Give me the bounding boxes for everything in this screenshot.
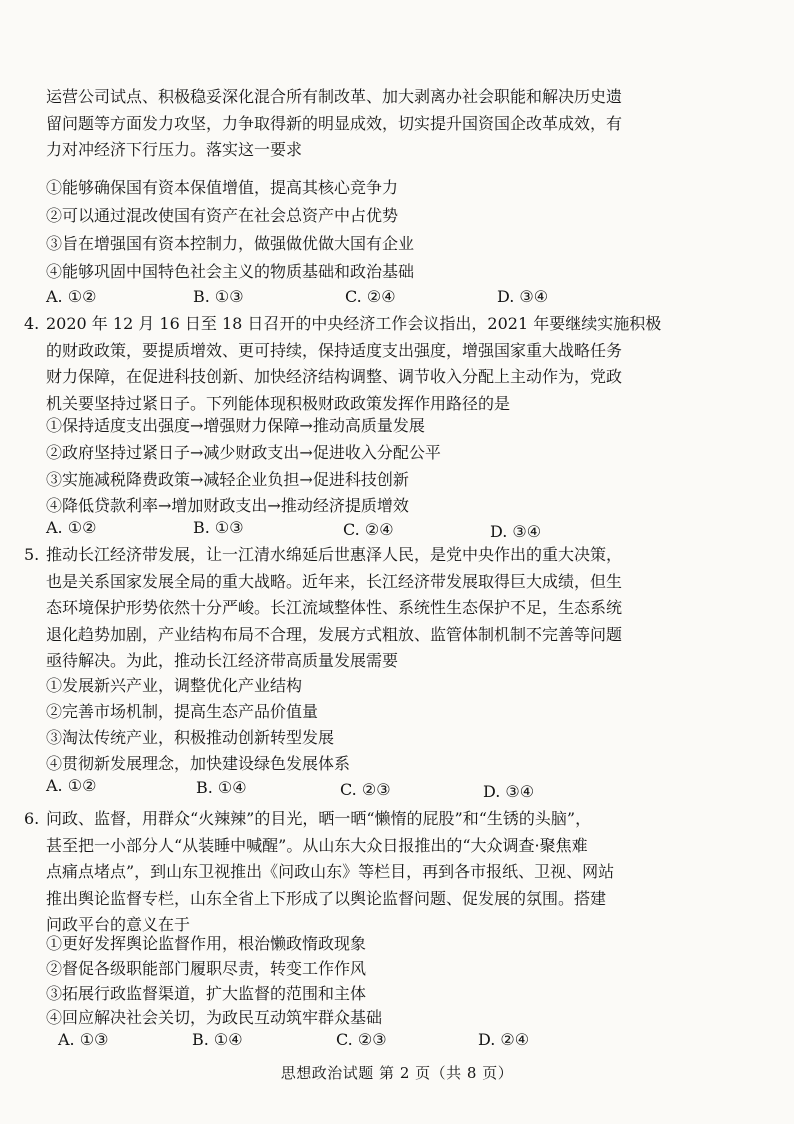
- q5-stem: [24, 542, 754, 675]
- q4-number: 4.: [24, 314, 40, 333]
- q5-option-1: ①发展新兴产业，调整优化产业结构: [46, 676, 303, 695]
- q3-stem-line: 力对冲经济下行压力。落实这一要求: [46, 140, 303, 159]
- q6-option-1: ①更好发挥舆论监督作用，根治懒政惰政现象: [46, 934, 367, 953]
- q4-option-3: ③实施减税降费政策→减轻企业负担→促进科技创新: [46, 470, 409, 489]
- q5-stem-line: 也是关系国家发展全局的重大战略。近年来，长江经济带发展取得巨大成绩，但生: [46, 571, 623, 591]
- q5-number: 5.: [24, 545, 40, 564]
- q6-option-4: ④回应解决社会关切，为政民互动筑牢群众基础: [46, 1008, 383, 1027]
- q5-stem-line: 态环境保护形势依然十分严峻。长江流域整体性、系统性生态保护不足，生态系统: [46, 598, 623, 617]
- q4-stem-line: 的财政政策，要提质增效、更可持续，保持适度支出强度，增强国家重大战略任务: [46, 340, 623, 360]
- q4-answer-c: C. ②④: [343, 520, 394, 539]
- q6-answer-a: A. ①③: [58, 1030, 109, 1049]
- q3-option-4: ④能够巩固中国特色社会主义的物质基础和政治基础: [46, 262, 415, 281]
- q4-stem-line: 财力保障，在促进科技创新、加快经济结构调整、调节收入分配上主动作为，党政: [46, 367, 623, 386]
- q4-answer-d: D. ③④: [490, 522, 542, 541]
- q4-stem-line: 2020 年 12 月 16 日至 18 日召开的中央经济工作会议指出，2021 年要继续实施积极: [46, 314, 662, 333]
- q6-stem-line: 甚至把一小部分人“从装睡中喊醒”。从山东大众日报推出的“大众调查·聚焦难: [46, 835, 588, 855]
- q4-stem-line: 机关要坚持过紧日子。下列能体现积极财政政策发挥作用路径的是: [46, 393, 511, 413]
- q4-option-2: ②政府坚持过紧日子→减少财政支出→促进收入分配公平: [46, 443, 441, 462]
- q5-answer-c: C. ②③: [340, 780, 391, 799]
- q6-stem-line: 问政平台的意义在于: [46, 915, 191, 934]
- q3-stem: [46, 84, 754, 164]
- q3-option-1: ①能够确保国有资本保值增值，提高其核心竞争力: [46, 178, 399, 197]
- q6-answer-b: B. ①④: [192, 1030, 243, 1049]
- q5-option-3: ③淘汰传统产业，积极推动创新转型发展: [46, 728, 335, 747]
- q4-answer-a: A. ①②: [46, 518, 97, 537]
- q6-option-2: ②督促各级职能部门履职尽责，转变工作作风: [46, 959, 367, 978]
- q3-option-3: ③旨在增强国有资本控制力，做强做优做大国有企业: [46, 234, 415, 253]
- q6-stem-line: 问政、监督，用群众“火辣辣”的目光，晒一晒“懒惰的屁股”和“生锈的头脑”，: [46, 809, 592, 828]
- q5-stem-line: 退化趋势加剧，产业结构布局不合理，发展方式粗放、监管体制机制不完善等问题: [46, 624, 623, 644]
- q4-answer-b: B. ①③: [193, 518, 244, 537]
- q3-answer-b: B. ①③: [193, 287, 244, 306]
- page-footer: 思想政治试题 第 2 页（共 8 页）: [280, 1064, 514, 1082]
- q5-answer-b: B. ①④: [196, 778, 247, 797]
- q5-stem-line: 亟待解决。为此，推动长江经济带高质量发展需要: [46, 651, 399, 670]
- q6-stem-line: 点痛点堵点”，到山东卫视推出《问政山东》等栏目，再到各市报纸、卫视、网站: [46, 862, 615, 881]
- q3-answer-a: A. ①②: [46, 287, 97, 306]
- q6-stem-line: 推出舆论监督专栏，山东全省上下形成了以舆论监督问题、促发展的氛围。搭建: [46, 888, 607, 908]
- q3-answer-c: C. ②④: [345, 287, 396, 306]
- q6-number: 6.: [24, 809, 40, 828]
- q6-answer-c: C. ②③: [336, 1030, 387, 1049]
- q5-answer-d: D. ③④: [483, 782, 535, 801]
- q6-answer-d: D. ②④: [478, 1030, 530, 1049]
- q5-stem-line: 推动长江经济带发展，让一江清水绵延后世惠泽人民，是党中央作出的重大决策，: [46, 545, 623, 564]
- q6-option-3: ③拓展行政监督渠道，扩大监督的范围和主体: [46, 984, 367, 1003]
- q4-option-1: ①保持适度支出强度→增强财力保障→推动高质量发展: [46, 416, 425, 435]
- q3-stem-line: 运营公司试点、积极稳妥深化混合所有制改革、加大剥离办社会职能和解决历史遗: [46, 87, 623, 106]
- q4-stem: [24, 311, 754, 417]
- q5-option-4: ④贯彻新发展理念，加快建设绿色发展体系: [46, 754, 351, 773]
- q3-answer-d: D. ③④: [497, 287, 549, 306]
- q4-option-4: ④降低贷款利率→增加财政支出→推动经济提质增效: [46, 496, 409, 515]
- q5-answer-a: A. ①②: [46, 776, 97, 795]
- q3-option-2: ②可以通过混改使国有资产在社会总资产中占优势: [46, 206, 399, 225]
- q3-stem-line: 留问题等方面发力攻坚，力争取得新的明显成效，切实提升国资国企改革成效，有: [46, 113, 623, 133]
- q5-option-2: ②完善市场机制，提高生态产品价值量: [46, 702, 319, 721]
- q6-stem: [24, 806, 754, 939]
